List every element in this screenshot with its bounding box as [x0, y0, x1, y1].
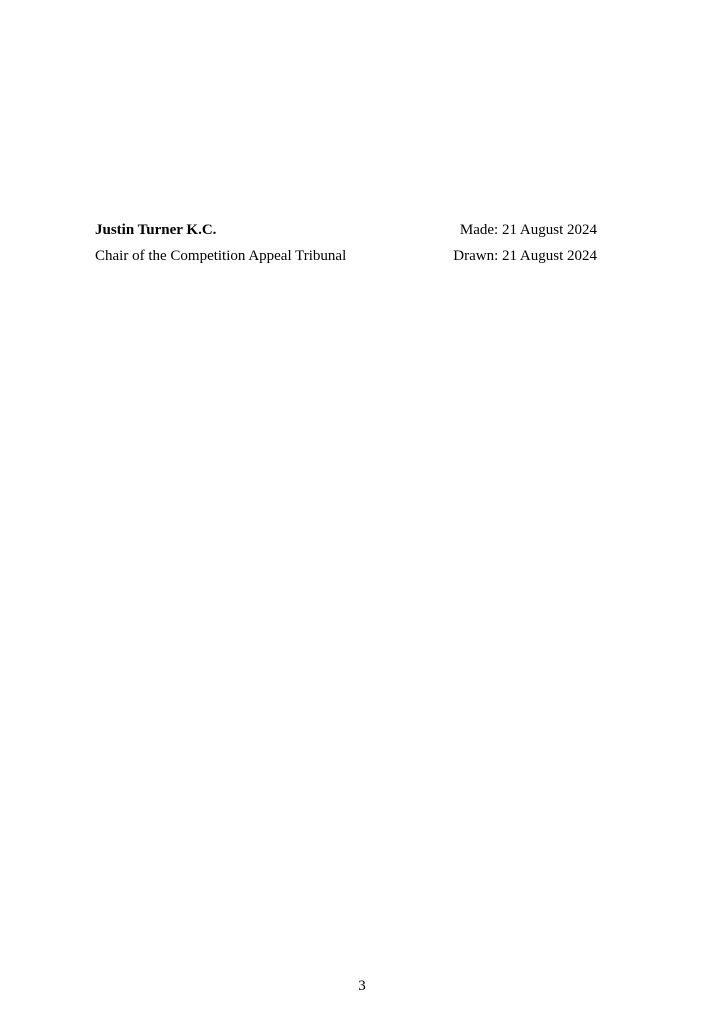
drawn-date: Drawn: 21 August 2024	[453, 248, 597, 264]
page-number: 3	[358, 978, 366, 994]
signature-block	[95, 217, 597, 269]
signer-title: Chair of the Competition Appeal Tribunal	[95, 248, 347, 264]
dates-block	[453, 217, 597, 269]
page-footer	[0, 977, 724, 995]
made-date: Made: 21 August 2024	[459, 222, 597, 238]
signatory-block	[95, 217, 346, 269]
signer-name: Justin Turner K.C.	[95, 222, 217, 238]
